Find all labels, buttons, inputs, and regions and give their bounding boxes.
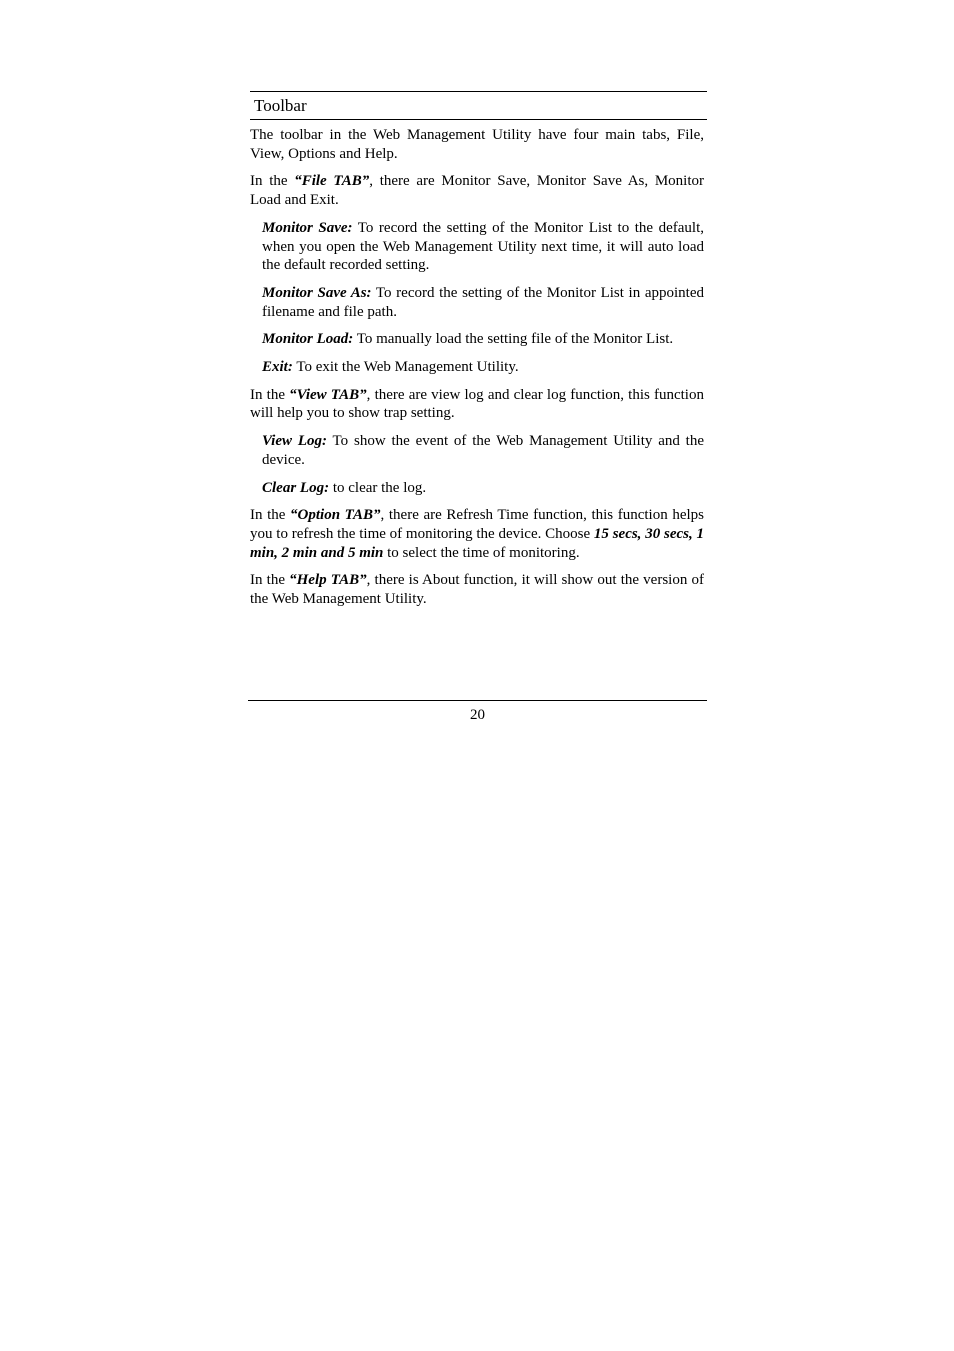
view-tab-prefix: In the [250,386,290,403]
clear-log-item [262,479,704,498]
option-tab-suffix: to select the time of monitoring. [383,544,580,561]
option-tab-paragraph [250,506,704,562]
file-tab-label: “File TAB” [294,173,370,190]
view-log-desc: To show the event of the Web Management Utility and the device. [262,433,704,468]
exit-term: Exit: [262,359,293,376]
view-tab-label: “View TAB” [289,386,367,403]
clear-log-term: Clear Log: [262,479,330,496]
view-log-item [262,432,704,469]
option-tab-text: , there are Refresh Time function, this function helps you to refresh the time of monitoring the device. Choose [250,507,704,542]
view-tab-text: , there are view log and clear log function, this function will help you to show trap setting. [250,386,704,422]
exit-item [262,358,704,377]
monitor-save-term: Monitor Save: [262,219,353,236]
monitor-load-desc: To manually load the setting file of the Monitor List. [353,331,674,348]
page-content [250,91,707,618]
monitor-save-as-term: Monitor Save As: [262,284,372,301]
option-tab-choices: 15 secs, 30 secs, 1 min, 2 min and 5 min [250,525,705,561]
monitor-save-as-desc: To record the setting of the Monitor List in appointed filename and file path. [262,284,704,320]
file-tab-text: , there are Monitor Save, Monitor Save As, Monitor Load and Exit. [250,173,705,209]
option-tab-label: “Option TAB” [290,507,381,524]
monitor-load-item [262,330,704,349]
clear-log-desc: to clear the log. [329,479,427,496]
help-tab-paragraph [250,571,704,608]
monitor-load-term: Monitor Load: [262,331,354,348]
intro-paragraph: The toolbar in the Web Management Utility have four main tabs, File, View, Options and Help. [250,127,704,162]
monitor-save-desc: To record the setting of the Monitor List to the default, when you open the Web Management Utility next time, it will auto load the default recorded setting. [262,219,704,274]
view-log-term: View Log: [262,433,327,450]
help-tab-label: “Help TAB” [289,572,367,589]
option-tab-prefix: In the [250,507,291,524]
monitor-save-as-item [262,284,704,321]
page-number: 20 [470,707,485,723]
exit-desc: To exit the Web Management Utility. [292,359,519,376]
footer-divider [248,700,707,701]
file-tab-prefix: In the [250,173,295,190]
monitor-save-item [262,219,704,275]
file-tab-paragraph [250,172,704,209]
help-tab-prefix: In the [250,572,290,589]
section-title: Toolbar [250,91,707,120]
help-tab-text: , there is About function, it will show out the version of the Web Management Utility. [250,572,704,608]
view-tab-paragraph [250,386,704,423]
